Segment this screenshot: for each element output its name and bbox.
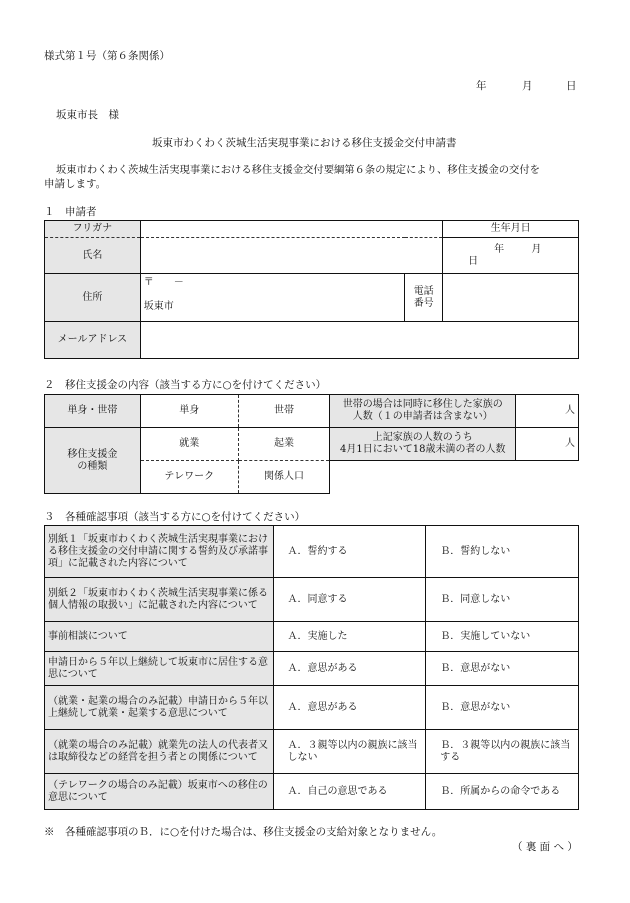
family-note-2: 人数（１の申請者は含まない） bbox=[352, 411, 493, 422]
option-a[interactable]: Ａ．自己の意思である bbox=[273, 774, 426, 810]
address-city: 坂東市 bbox=[143, 301, 174, 312]
intro-line-1: 坂東市わくわく茨城生活実現事業における移住支援金交付要綱第６条の規定により、移住支援金の交付を bbox=[56, 164, 540, 176]
confirmation-item: （テレワークの場合のみ記載）坂東市への移住の意思について bbox=[45, 774, 274, 810]
minor-count-label bbox=[330, 428, 516, 461]
overleaf-note: （ 裏 面 へ ） bbox=[512, 841, 578, 853]
birth-month: 月 bbox=[531, 243, 542, 255]
option-b[interactable]: Ｂ．誓約しない bbox=[426, 526, 579, 578]
confirmation-item: 申請日から５年以上継続して坂東市に居住する意思について bbox=[45, 652, 274, 686]
phone-label-2: 番号 bbox=[413, 297, 434, 309]
option-related-population[interactable]: 関係人口 bbox=[238, 461, 330, 494]
email-label: メールアドレス bbox=[45, 322, 141, 359]
option-b[interactable]: Ｂ．３親等以内の親族に該当する bbox=[426, 730, 579, 774]
option-single[interactable]: 単身 bbox=[140, 395, 238, 428]
name-label: 氏名 bbox=[45, 238, 141, 274]
type-label-2: の種類 bbox=[77, 460, 108, 472]
applicant-table bbox=[44, 220, 579, 359]
option-b[interactable]: Ｂ．所属からの命令である bbox=[426, 774, 579, 810]
option-startup[interactable]: 起業 bbox=[238, 428, 330, 461]
support-type-label bbox=[45, 428, 141, 494]
support-content-table bbox=[44, 394, 579, 494]
phone-label-1: 電話 bbox=[413, 285, 434, 297]
option-a[interactable]: Ａ．意思がある bbox=[273, 652, 426, 686]
option-b[interactable]: Ｂ．意思がない bbox=[426, 652, 579, 686]
option-a[interactable]: Ａ．同意する bbox=[273, 578, 426, 622]
section2-heading: ２ 移住支援金の内容（該当する方に○を付けてください） bbox=[44, 379, 327, 391]
confirmation-row bbox=[45, 526, 579, 578]
option-a[interactable]: Ａ．意思がある bbox=[273, 686, 426, 730]
name-field[interactable] bbox=[140, 238, 442, 274]
date-year: 年 bbox=[476, 80, 487, 92]
confirmation-item: （就業の場合のみ記載）就業先の法人の代表者又は取締役などの経営を担う者との関係について bbox=[45, 730, 274, 774]
date-month: 月 bbox=[522, 80, 533, 92]
birth-label: 生年月日 bbox=[443, 221, 579, 238]
phone-field[interactable] bbox=[443, 274, 579, 322]
confirmation-item: 事前相談について bbox=[45, 622, 274, 652]
option-a[interactable]: Ａ．誓約する bbox=[273, 526, 426, 578]
confirmation-row bbox=[45, 686, 579, 730]
type-label-1: 移住支援金 bbox=[67, 448, 118, 460]
option-b[interactable]: Ｂ．同意しない bbox=[426, 578, 579, 622]
confirmation-item: 別紙２「坂東市わくわく茨城生活実現事業に係る個人情報の取扱い」に記載された内容について bbox=[45, 578, 274, 622]
email-field[interactable] bbox=[140, 322, 578, 359]
people-unit: 人 bbox=[565, 438, 575, 449]
furigana-field[interactable] bbox=[140, 221, 442, 238]
confirmation-row bbox=[45, 622, 579, 652]
option-household[interactable]: 世帯 bbox=[238, 395, 330, 428]
minor-note-2: 4月1日において18歳未満の者の人数 bbox=[340, 444, 506, 455]
confirmation-row bbox=[45, 730, 579, 774]
family-note-1: 世帯の場合は同時に移住した家族の bbox=[342, 399, 503, 410]
minor-note-1: 上記家族の人数のうち bbox=[372, 432, 473, 443]
address-label: 住所 bbox=[45, 274, 141, 322]
address-field[interactable] bbox=[140, 274, 404, 322]
option-b[interactable]: Ｂ．意思がない bbox=[426, 686, 579, 730]
option-b[interactable]: Ｂ．実施していない bbox=[426, 622, 579, 652]
birth-day: 日 bbox=[468, 255, 479, 267]
confirmation-row bbox=[45, 652, 579, 686]
option-employment[interactable]: 就業 bbox=[140, 428, 238, 461]
postal-mark: 〒 － bbox=[143, 277, 184, 288]
people-unit: 人 bbox=[565, 405, 575, 416]
document-title: 坂東市わくわく茨城生活実現事業における移住支援金交付申請書 bbox=[152, 137, 457, 149]
furigana-label: フリガナ bbox=[45, 221, 141, 238]
birth-date-field[interactable] bbox=[443, 238, 579, 274]
confirmation-row bbox=[45, 774, 579, 810]
option-telework[interactable]: テレワーク bbox=[140, 461, 238, 494]
confirmation-table bbox=[44, 525, 579, 810]
confirmation-item: （就業・起業の場合のみ記載）申請日から５年以上継続して就業・起業する意思について bbox=[45, 686, 274, 730]
birth-year: 年 bbox=[494, 243, 505, 255]
date-day: 日 bbox=[566, 80, 577, 92]
section1-heading: １ 申請者 bbox=[44, 206, 97, 218]
phone-label bbox=[405, 274, 443, 322]
option-a[interactable]: Ａ．３親等以内の親族に該当しない bbox=[273, 730, 426, 774]
footnote: ※ 各種確認事項のＢ．に○を付けた場合は、移住支援金の支給対象となりません。 bbox=[44, 826, 443, 838]
option-a[interactable]: Ａ．実施した bbox=[273, 622, 426, 652]
family-count-label bbox=[330, 395, 516, 428]
family-count-field[interactable] bbox=[516, 395, 579, 428]
minor-count-field[interactable] bbox=[516, 428, 579, 461]
addressee: 坂東市長 様 bbox=[56, 109, 119, 121]
form-number: 様式第１号（第６条関係） bbox=[44, 50, 170, 62]
single-household-label: 単身・世帯 bbox=[45, 395, 141, 428]
intro-line-2: 申請します。 bbox=[44, 178, 107, 190]
confirmation-row bbox=[45, 578, 579, 622]
section3-heading: ３ 各種確認事項（該当する方に○を付けてください） bbox=[44, 511, 306, 523]
confirmation-item: 別紙１「坂東市わくわく茨城生活実現事業における移住支援金の交付申請に関する誓約及び承諾事項」に記載された内容について bbox=[45, 526, 274, 578]
